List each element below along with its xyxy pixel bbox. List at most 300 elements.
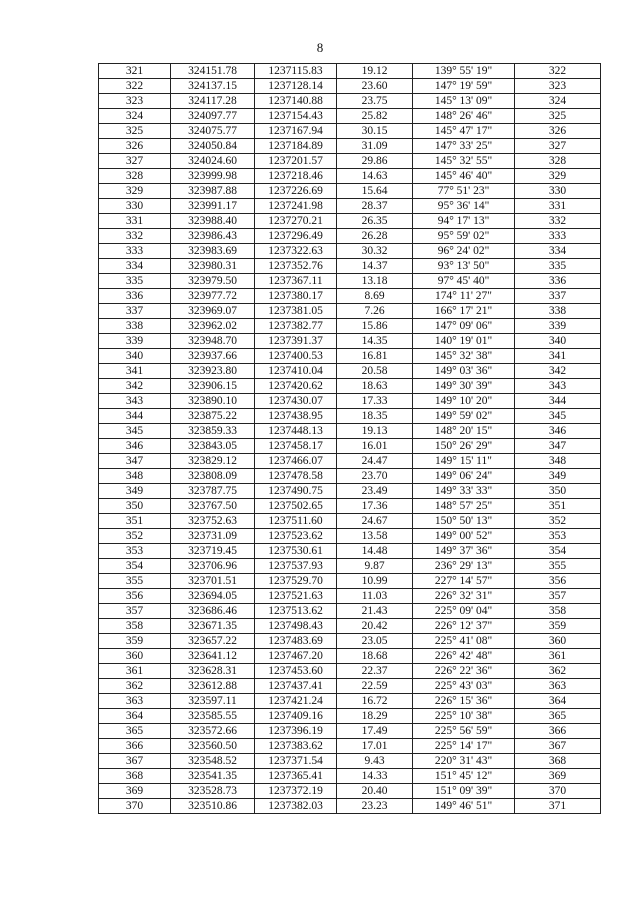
y-coordinate-cell: 1237381.05 <box>255 304 337 319</box>
y-coordinate-cell: 1237372.19 <box>255 784 337 799</box>
bearing-cell: 149° 46' 51" <box>413 799 515 814</box>
bearing-cell: 225° 43' 03" <box>413 679 515 694</box>
next-point-cell: 357 <box>515 589 601 604</box>
x-coordinate-cell: 323731.09 <box>171 529 255 544</box>
table-row <box>99 394 601 409</box>
table-row <box>99 124 601 139</box>
x-coordinate-cell: 323612.88 <box>171 679 255 694</box>
distance-cell: 18.29 <box>337 709 413 724</box>
bearing-cell: 149° 33' 33" <box>413 484 515 499</box>
table-body <box>99 64 601 814</box>
next-point-cell: 351 <box>515 499 601 514</box>
bearing-cell: 226° 12' 37" <box>413 619 515 634</box>
distance-cell: 30.32 <box>337 244 413 259</box>
table-row <box>99 739 601 754</box>
point-number-cell: 335 <box>99 274 171 289</box>
table-row <box>99 799 601 814</box>
bearing-cell: 147° 09' 06" <box>413 319 515 334</box>
next-point-cell: 355 <box>515 559 601 574</box>
point-number-cell: 346 <box>99 439 171 454</box>
point-number-cell: 353 <box>99 544 171 559</box>
point-number-cell: 357 <box>99 604 171 619</box>
y-coordinate-cell: 1237382.03 <box>255 799 337 814</box>
bearing-cell: 140° 19' 01" <box>413 334 515 349</box>
y-coordinate-cell: 1237513.62 <box>255 604 337 619</box>
next-point-cell: 366 <box>515 724 601 739</box>
distance-cell: 18.68 <box>337 649 413 664</box>
distance-cell: 14.37 <box>337 259 413 274</box>
table-row <box>99 694 601 709</box>
point-number-cell: 366 <box>99 739 171 754</box>
bearing-cell: 150° 26' 29" <box>413 439 515 454</box>
point-number-cell: 339 <box>99 334 171 349</box>
next-point-cell: 338 <box>515 304 601 319</box>
y-coordinate-cell: 1237322.63 <box>255 244 337 259</box>
next-point-cell: 368 <box>515 754 601 769</box>
y-coordinate-cell: 1237115.83 <box>255 64 337 79</box>
distance-cell: 14.48 <box>337 544 413 559</box>
y-coordinate-cell: 1237382.77 <box>255 319 337 334</box>
bearing-cell: 220° 31' 43" <box>413 754 515 769</box>
table-row <box>99 784 601 799</box>
table-row <box>99 169 601 184</box>
next-point-cell: 362 <box>515 664 601 679</box>
distance-cell: 19.12 <box>337 64 413 79</box>
x-coordinate-cell: 323572.66 <box>171 724 255 739</box>
bearing-cell: 149° 30' 39" <box>413 379 515 394</box>
y-coordinate-cell: 1237490.75 <box>255 484 337 499</box>
next-point-cell: 323 <box>515 79 601 94</box>
next-point-cell: 359 <box>515 619 601 634</box>
bearing-cell: 96° 24' 02" <box>413 244 515 259</box>
distance-cell: 16.81 <box>337 349 413 364</box>
distance-cell: 26.28 <box>337 229 413 244</box>
distance-cell: 31.09 <box>337 139 413 154</box>
point-number-cell: 355 <box>99 574 171 589</box>
point-number-cell: 328 <box>99 169 171 184</box>
y-coordinate-cell: 1237226.69 <box>255 184 337 199</box>
table-row <box>99 94 601 109</box>
next-point-cell: 334 <box>515 244 601 259</box>
next-point-cell: 332 <box>515 214 601 229</box>
table-row <box>99 604 601 619</box>
point-number-cell: 322 <box>99 79 171 94</box>
point-number-cell: 340 <box>99 349 171 364</box>
next-point-cell: 337 <box>515 289 601 304</box>
next-point-cell: 353 <box>515 529 601 544</box>
y-coordinate-cell: 1237410.04 <box>255 364 337 379</box>
x-coordinate-cell: 323829.12 <box>171 454 255 469</box>
table-row <box>99 574 601 589</box>
y-coordinate-cell: 1237218.46 <box>255 169 337 184</box>
bearing-cell: 147° 33' 25" <box>413 139 515 154</box>
next-point-cell: 331 <box>515 199 601 214</box>
x-coordinate-cell: 323948.70 <box>171 334 255 349</box>
bearing-cell: 77° 51' 23" <box>413 184 515 199</box>
point-number-cell: 345 <box>99 424 171 439</box>
x-coordinate-cell: 323541.35 <box>171 769 255 784</box>
bearing-cell: 226° 32' 31" <box>413 589 515 604</box>
y-coordinate-cell: 1237421.24 <box>255 694 337 709</box>
point-number-cell: 364 <box>99 709 171 724</box>
y-coordinate-cell: 1237352.76 <box>255 259 337 274</box>
next-point-cell: 371 <box>515 799 601 814</box>
next-point-cell: 344 <box>515 394 601 409</box>
point-number-cell: 348 <box>99 469 171 484</box>
point-number-cell: 332 <box>99 229 171 244</box>
table-row <box>99 634 601 649</box>
y-coordinate-cell: 1237241.98 <box>255 199 337 214</box>
table-row <box>99 724 601 739</box>
table-row <box>99 109 601 124</box>
bearing-cell: 226° 22' 36" <box>413 664 515 679</box>
table-row <box>99 439 601 454</box>
y-coordinate-cell: 1237270.21 <box>255 214 337 229</box>
distance-cell: 26.35 <box>337 214 413 229</box>
bearing-cell: 145° 46' 40" <box>413 169 515 184</box>
table-row <box>99 139 601 154</box>
distance-cell: 23.49 <box>337 484 413 499</box>
x-coordinate-cell: 323977.72 <box>171 289 255 304</box>
bearing-cell: 166° 17' 21" <box>413 304 515 319</box>
x-coordinate-cell: 323999.98 <box>171 169 255 184</box>
bearing-cell: 225° 10' 38" <box>413 709 515 724</box>
bearing-cell: 149° 37' 36" <box>413 544 515 559</box>
x-coordinate-cell: 323923.80 <box>171 364 255 379</box>
x-coordinate-cell: 323706.96 <box>171 559 255 574</box>
point-number-cell: 365 <box>99 724 171 739</box>
table-row <box>99 649 601 664</box>
next-point-cell: 324 <box>515 94 601 109</box>
x-coordinate-cell: 323808.09 <box>171 469 255 484</box>
y-coordinate-cell: 1237537.93 <box>255 559 337 574</box>
x-coordinate-cell: 323962.02 <box>171 319 255 334</box>
bearing-cell: 93° 13' 50" <box>413 259 515 274</box>
y-coordinate-cell: 1237140.88 <box>255 94 337 109</box>
bearing-cell: 145° 13' 09" <box>413 94 515 109</box>
distance-cell: 15.86 <box>337 319 413 334</box>
point-number-cell: 326 <box>99 139 171 154</box>
distance-cell: 9.87 <box>337 559 413 574</box>
x-coordinate-cell: 323980.31 <box>171 259 255 274</box>
next-point-cell: 348 <box>515 454 601 469</box>
next-point-cell: 341 <box>515 349 601 364</box>
next-point-cell: 345 <box>515 409 601 424</box>
table-row <box>99 349 601 364</box>
distance-cell: 14.33 <box>337 769 413 784</box>
x-coordinate-cell: 323988.40 <box>171 214 255 229</box>
bearing-cell: 149° 06' 24" <box>413 469 515 484</box>
table-row <box>99 409 601 424</box>
distance-cell: 17.49 <box>337 724 413 739</box>
next-point-cell: 339 <box>515 319 601 334</box>
table-row <box>99 454 601 469</box>
y-coordinate-cell: 1237437.41 <box>255 679 337 694</box>
y-coordinate-cell: 1237502.65 <box>255 499 337 514</box>
y-coordinate-cell: 1237367.11 <box>255 274 337 289</box>
next-point-cell: 369 <box>515 769 601 784</box>
next-point-cell: 350 <box>515 484 601 499</box>
bearing-cell: 145° 32' 55" <box>413 154 515 169</box>
bearing-cell: 149° 15' 11" <box>413 454 515 469</box>
bearing-cell: 95° 36' 14" <box>413 199 515 214</box>
x-coordinate-cell: 323528.73 <box>171 784 255 799</box>
table-row <box>99 619 601 634</box>
distance-cell: 24.67 <box>337 514 413 529</box>
distance-cell: 20.42 <box>337 619 413 634</box>
x-coordinate-cell: 323986.43 <box>171 229 255 244</box>
y-coordinate-cell: 1237438.95 <box>255 409 337 424</box>
point-number-cell: 325 <box>99 124 171 139</box>
bearing-cell: 225° 41' 08" <box>413 634 515 649</box>
next-point-cell: 336 <box>515 274 601 289</box>
table-row <box>99 364 601 379</box>
y-coordinate-cell: 1237167.94 <box>255 124 337 139</box>
point-number-cell: 336 <box>99 289 171 304</box>
bearing-cell: 151° 09' 39" <box>413 784 515 799</box>
next-point-cell: 363 <box>515 679 601 694</box>
table-row <box>99 529 601 544</box>
x-coordinate-cell: 324075.77 <box>171 124 255 139</box>
next-point-cell: 352 <box>515 514 601 529</box>
point-number-cell: 354 <box>99 559 171 574</box>
table-row <box>99 244 601 259</box>
bearing-cell: 227° 14' 57" <box>413 574 515 589</box>
next-point-cell: 361 <box>515 649 601 664</box>
bearing-cell: 225° 09' 04" <box>413 604 515 619</box>
bearing-cell: 97° 45' 40" <box>413 274 515 289</box>
next-point-cell: 330 <box>515 184 601 199</box>
page-number: 8 <box>316 40 324 55</box>
distance-cell: 18.35 <box>337 409 413 424</box>
point-number-cell: 369 <box>99 784 171 799</box>
bearing-cell: 226° 42' 48" <box>413 649 515 664</box>
y-coordinate-cell: 1237400.53 <box>255 349 337 364</box>
bearing-cell: 149° 00' 52" <box>413 529 515 544</box>
point-number-cell: 347 <box>99 454 171 469</box>
y-coordinate-cell: 1237458.17 <box>255 439 337 454</box>
point-number-cell: 352 <box>99 529 171 544</box>
distance-cell: 11.03 <box>337 589 413 604</box>
distance-cell: 17.01 <box>337 739 413 754</box>
distance-cell: 23.23 <box>337 799 413 814</box>
y-coordinate-cell: 1237383.62 <box>255 739 337 754</box>
point-number-cell: 362 <box>99 679 171 694</box>
distance-cell: 9.43 <box>337 754 413 769</box>
bearing-cell: 225° 56' 59" <box>413 724 515 739</box>
table-row <box>99 319 601 334</box>
distance-cell: 16.72 <box>337 694 413 709</box>
x-coordinate-cell: 324117.28 <box>171 94 255 109</box>
table-row <box>99 469 601 484</box>
table-row <box>99 484 601 499</box>
distance-cell: 18.63 <box>337 379 413 394</box>
point-number-cell: 349 <box>99 484 171 499</box>
distance-cell: 28.37 <box>337 199 413 214</box>
table-row <box>99 214 601 229</box>
next-point-cell: 367 <box>515 739 601 754</box>
next-point-cell: 346 <box>515 424 601 439</box>
y-coordinate-cell: 1237296.49 <box>255 229 337 244</box>
y-coordinate-cell: 1237466.07 <box>255 454 337 469</box>
y-coordinate-cell: 1237523.62 <box>255 529 337 544</box>
x-coordinate-cell: 323686.46 <box>171 604 255 619</box>
distance-cell: 8.69 <box>337 289 413 304</box>
next-point-cell: 328 <box>515 154 601 169</box>
point-number-cell: 367 <box>99 754 171 769</box>
point-number-cell: 324 <box>99 109 171 124</box>
next-point-cell: 329 <box>515 169 601 184</box>
point-number-cell: 356 <box>99 589 171 604</box>
table-row <box>99 259 601 274</box>
distance-cell: 23.60 <box>337 79 413 94</box>
distance-cell: 16.01 <box>337 439 413 454</box>
next-point-cell: 340 <box>515 334 601 349</box>
table-row <box>99 289 601 304</box>
distance-cell: 13.58 <box>337 529 413 544</box>
distance-cell: 10.99 <box>337 574 413 589</box>
next-point-cell: 356 <box>515 574 601 589</box>
point-number-cell: 343 <box>99 394 171 409</box>
next-point-cell: 364 <box>515 694 601 709</box>
next-point-cell: 322 <box>515 64 601 79</box>
x-coordinate-cell: 323719.45 <box>171 544 255 559</box>
point-number-cell: 331 <box>99 214 171 229</box>
bearing-cell: 148° 26' 46" <box>413 109 515 124</box>
distance-cell: 23.70 <box>337 469 413 484</box>
bearing-cell: 147° 19' 59" <box>413 79 515 94</box>
bearing-cell: 150° 50' 13" <box>413 514 515 529</box>
next-point-cell: 354 <box>515 544 601 559</box>
y-coordinate-cell: 1237184.89 <box>255 139 337 154</box>
x-coordinate-cell: 323628.31 <box>171 664 255 679</box>
point-number-cell: 330 <box>99 199 171 214</box>
table-row <box>99 64 601 79</box>
x-coordinate-cell: 323906.15 <box>171 379 255 394</box>
table-row <box>99 154 601 169</box>
point-number-cell: 341 <box>99 364 171 379</box>
table-row <box>99 274 601 289</box>
table-row <box>99 589 601 604</box>
table-row <box>99 754 601 769</box>
distance-cell: 17.36 <box>337 499 413 514</box>
point-number-cell: 323 <box>99 94 171 109</box>
distance-cell: 14.63 <box>337 169 413 184</box>
point-number-cell: 370 <box>99 799 171 814</box>
point-number-cell: 333 <box>99 244 171 259</box>
bearing-cell: 145° 47' 17" <box>413 124 515 139</box>
distance-cell: 23.75 <box>337 94 413 109</box>
table-row <box>99 304 601 319</box>
table-row <box>99 379 601 394</box>
x-coordinate-cell: 323987.88 <box>171 184 255 199</box>
y-coordinate-cell: 1237391.37 <box>255 334 337 349</box>
bearing-cell: 226° 15' 36" <box>413 694 515 709</box>
table-row <box>99 559 601 574</box>
y-coordinate-cell: 1237154.43 <box>255 109 337 124</box>
x-coordinate-cell: 323875.22 <box>171 409 255 424</box>
point-number-cell: 350 <box>99 499 171 514</box>
point-number-cell: 342 <box>99 379 171 394</box>
x-coordinate-cell: 323671.35 <box>171 619 255 634</box>
bearing-cell: 149° 10' 20" <box>413 394 515 409</box>
x-coordinate-cell: 324024.60 <box>171 154 255 169</box>
y-coordinate-cell: 1237467.20 <box>255 649 337 664</box>
y-coordinate-cell: 1237420.62 <box>255 379 337 394</box>
table-row <box>99 184 601 199</box>
bearing-cell: 94° 17' 13" <box>413 214 515 229</box>
x-coordinate-cell: 323657.22 <box>171 634 255 649</box>
table-row <box>99 514 601 529</box>
table-row <box>99 679 601 694</box>
distance-cell: 24.47 <box>337 454 413 469</box>
distance-cell: 13.18 <box>337 274 413 289</box>
x-coordinate-cell: 323979.50 <box>171 274 255 289</box>
y-coordinate-cell: 1237478.58 <box>255 469 337 484</box>
table-row <box>99 499 601 514</box>
x-coordinate-cell: 323983.69 <box>171 244 255 259</box>
y-coordinate-cell: 1237365.41 <box>255 769 337 784</box>
x-coordinate-cell: 323937.66 <box>171 349 255 364</box>
point-number-cell: 329 <box>99 184 171 199</box>
table-row <box>99 544 601 559</box>
distance-cell: 25.82 <box>337 109 413 124</box>
next-point-cell: 349 <box>515 469 601 484</box>
bearing-cell: 225° 14' 17" <box>413 739 515 754</box>
x-coordinate-cell: 323843.05 <box>171 439 255 454</box>
point-number-cell: 361 <box>99 664 171 679</box>
table-row <box>99 709 601 724</box>
bearing-cell: 151° 45' 12" <box>413 769 515 784</box>
distance-cell: 17.33 <box>337 394 413 409</box>
point-number-cell: 334 <box>99 259 171 274</box>
distance-cell: 21.43 <box>337 604 413 619</box>
y-coordinate-cell: 1237201.57 <box>255 154 337 169</box>
x-coordinate-cell: 323767.50 <box>171 499 255 514</box>
next-point-cell: 347 <box>515 439 601 454</box>
point-number-cell: 358 <box>99 619 171 634</box>
point-number-cell: 351 <box>99 514 171 529</box>
x-coordinate-cell: 323991.17 <box>171 199 255 214</box>
distance-cell: 30.15 <box>337 124 413 139</box>
bearing-cell: 148° 57' 25" <box>413 499 515 514</box>
y-coordinate-cell: 1237530.61 <box>255 544 337 559</box>
y-coordinate-cell: 1237529.70 <box>255 574 337 589</box>
bearing-cell: 145° 32' 38" <box>413 349 515 364</box>
point-number-cell: 344 <box>99 409 171 424</box>
point-number-cell: 360 <box>99 649 171 664</box>
next-point-cell: 365 <box>515 709 601 724</box>
y-coordinate-cell: 1237430.07 <box>255 394 337 409</box>
x-coordinate-cell: 323787.75 <box>171 484 255 499</box>
next-point-cell: 343 <box>515 379 601 394</box>
point-number-cell: 338 <box>99 319 171 334</box>
next-point-cell: 335 <box>515 259 601 274</box>
point-number-cell: 359 <box>99 634 171 649</box>
x-coordinate-cell: 323548.52 <box>171 754 255 769</box>
distance-cell: 22.59 <box>337 679 413 694</box>
y-coordinate-cell: 1237409.16 <box>255 709 337 724</box>
distance-cell: 29.86 <box>337 154 413 169</box>
bearing-cell: 95° 59' 02" <box>413 229 515 244</box>
next-point-cell: 370 <box>515 784 601 799</box>
point-number-cell: 363 <box>99 694 171 709</box>
distance-cell: 20.40 <box>337 784 413 799</box>
y-coordinate-cell: 1237396.19 <box>255 724 337 739</box>
y-coordinate-cell: 1237521.63 <box>255 589 337 604</box>
x-coordinate-cell: 323859.33 <box>171 424 255 439</box>
table-row <box>99 424 601 439</box>
